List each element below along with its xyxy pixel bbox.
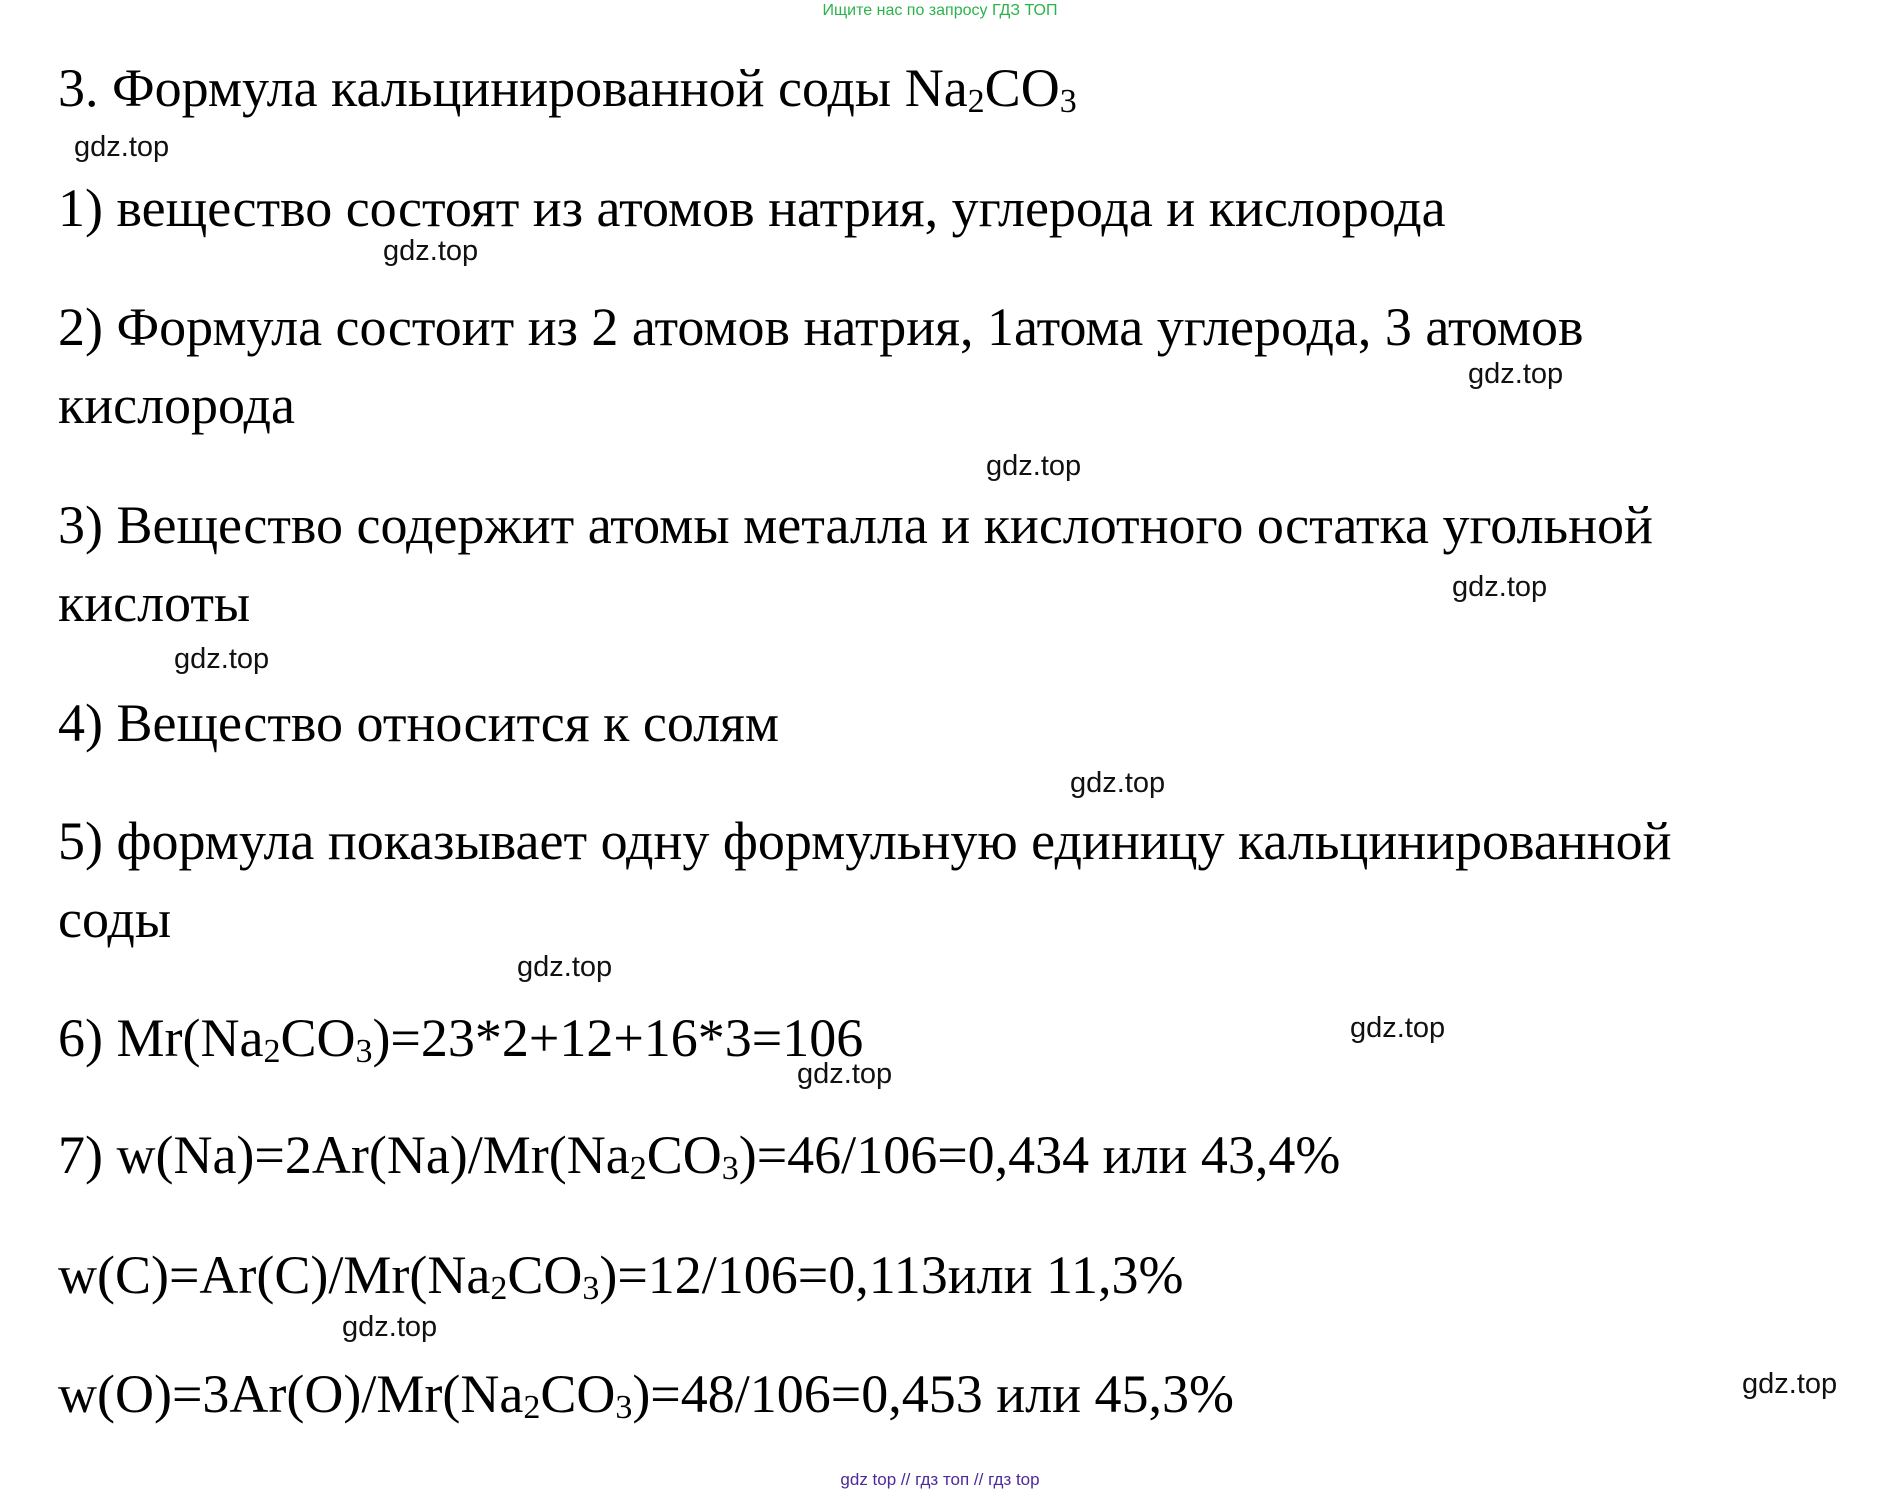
watermark: gdz.top (1350, 1012, 1446, 1044)
watermark: gdz.top (383, 235, 479, 267)
watermark: gdz.top (74, 131, 170, 163)
watermark: gdz.top (1070, 767, 1166, 799)
watermark: gdz.top (1742, 1368, 1838, 1400)
item-2-line-2: кислорода (58, 375, 295, 435)
item-1: 1) вещество состоят из атомов натрия, углерода и кислорода (58, 178, 1446, 238)
item-7-w-na: 7) $w(Na)=2Ar(Na)/Mr(Na_2CO_3)=46/106=0,434$ или 43,4% (58, 1125, 1341, 1187)
item-7-w-c: $w(C)=Ar(C)/Mr(Na_2CO_3)=12/106=0,113или$ 11,3% (58, 1245, 1184, 1307)
item-2-line-1: 2) Формула состоит из 2 атомов натрия, 1атома углерода, 3 атомов (58, 297, 1584, 357)
top-banner: Ищите нас по запросу ГДЗ ТОП (822, 2, 1058, 19)
watermark: gdz.top (986, 450, 1082, 482)
watermark: gdz.top (174, 643, 270, 675)
item-7-w-o: $w(O)=3Ar(O)/Mr(Na_2CO_3)=48/106=0,453$ или 45,3% (58, 1364, 1234, 1426)
task-title: 3. Формула кальцинированной соды $Na_2CO_3$ (58, 58, 1077, 120)
watermark: gdz.top (342, 1311, 438, 1343)
watermark: gdz.top (1452, 571, 1548, 603)
item-5-line-2: соды (58, 889, 172, 949)
item-6-molar-mass: 6) $Mr(Na_2CO_3)=23*2+12+16*3=106$ (58, 1008, 864, 1070)
watermark: gdz.top (517, 951, 613, 983)
item-4: 4) Вещество относится к солям (58, 693, 780, 753)
footer-links: gdz top // гдз топ // гдз top (840, 1470, 1040, 1489)
watermark: gdz.top (797, 1058, 893, 1090)
item-5-line-1: 5) формула показывает одну формульную единицу кальцинированной (58, 811, 1672, 871)
item-3-line-2: кислоты (58, 573, 251, 633)
watermark: gdz.top (1468, 358, 1564, 390)
item-3-line-1: 3) Вещество содержит атомы металла и кислотного остатка угольной (58, 495, 1653, 555)
